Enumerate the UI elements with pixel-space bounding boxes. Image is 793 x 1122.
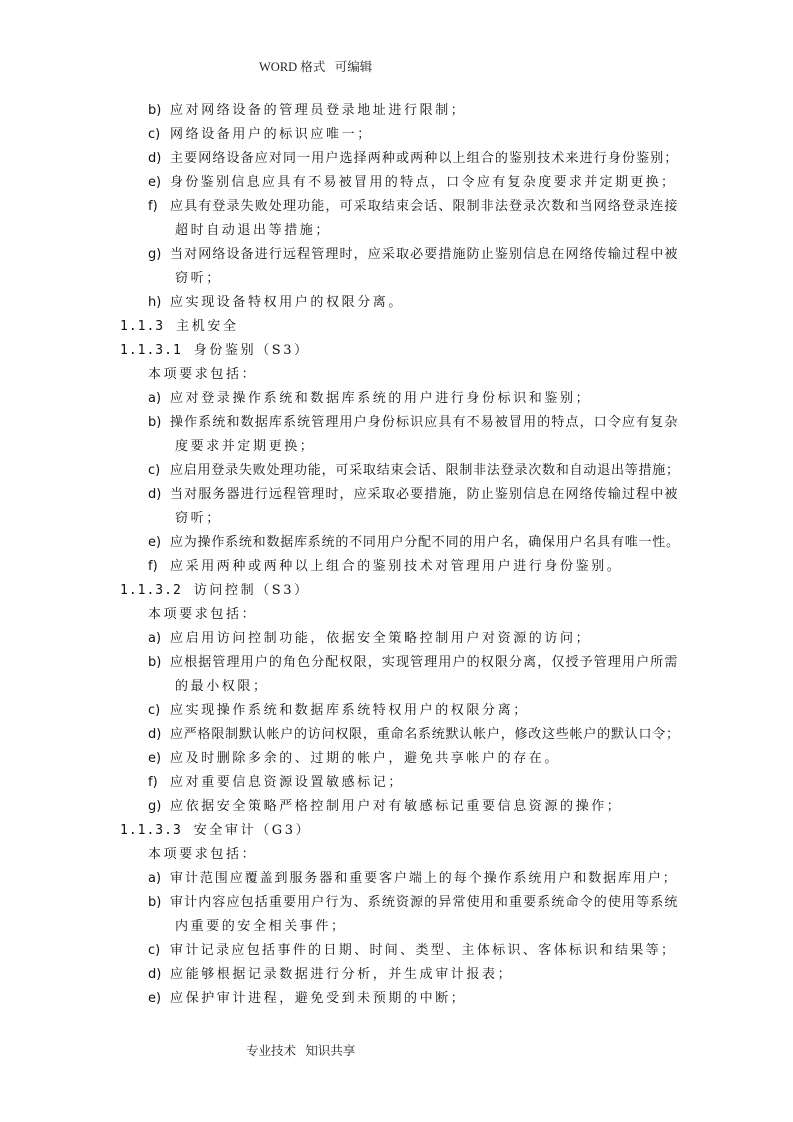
list-item [148,415,679,431]
item-text: 应根据管理用户的角色分配权限，实现管理用户的权限分离，仅授予管理用户所需 [170,655,679,670]
item-text: 当对网络设备进行远程管理时，应采取必要措施防止鉴别信息在网络传输过程中被 [170,247,679,262]
item-label: b) [148,103,162,118]
item-text: 应启用登录失败处理功能，可采取结束会话、限制非法登录次数和自动退出等措施； [170,463,680,478]
item-text: 当对服务器进行远程管理时，应采取必要措施，防止鉴别信息在网络传输过程中被 [170,487,679,502]
section-number: 1.1.3.3 [120,823,182,838]
item-text: 应对重要信息资源设置敏感标记； [170,775,405,790]
item-text: 审计记录应包括事件的日期、时间、类型、主体标识、客体标识和结果等； [170,943,677,958]
section-intro: 本项要求包括： [148,367,258,382]
item-label: c) [148,127,161,142]
list-item [148,391,591,407]
page-header: WORD 格式 可编辑 [259,60,373,74]
item-label: a) [148,391,162,406]
list-item [148,799,622,815]
item-text: 应采用两种或两种以上组合的鉴别技术对管理用户进行身份鉴别。 [170,559,623,574]
list-item-continuation: 度要求并定期更换； [175,439,316,454]
list-item [148,295,404,311]
item-label: g) [148,247,162,262]
list-item [148,559,622,575]
section-heading [120,823,311,839]
list-item [148,199,679,215]
list-item [148,487,679,503]
item-text: 应能够根据记录数据进行分析，并生成审计报表； [170,967,514,982]
item-text: 网络设备用户的标识应唯一； [170,127,373,142]
section-intro: 本项要求包括： [148,847,258,862]
list-item [148,751,560,767]
list-item [148,247,679,263]
section-number: 1.1.3.2 [120,583,182,598]
section-heading [120,583,310,599]
item-label: a) [148,871,162,886]
item-label: b) [148,415,162,430]
item-label: e) [148,175,162,190]
item-label: d) [148,727,162,742]
list-item [148,871,678,887]
item-text: 应严格限制默认帐户的访问权限，重命名系统默认帐户，修改这些帐户的默认口令； [170,727,680,742]
section-title: 访问控制（S3） [193,583,310,598]
list-item [148,895,679,911]
list-item-continuation: 内重要的安全相关事件； [175,919,347,934]
section-intro: 本项要求包括： [148,607,258,622]
item-label: f) [148,199,158,214]
item-text: 身份鉴别信息应具有不易被冒用的特点，口令应有复杂度要求并定期更换； [170,175,677,190]
list-item [148,703,529,719]
section-title: 主机安全 [176,319,239,334]
item-label: e) [148,991,162,1006]
list-item [148,103,466,119]
list-item [148,775,404,791]
item-text: 主要网络设备应对同一用户选择两种或两种以上组合的鉴别技术来进行身份鉴别； [170,151,679,166]
item-label: d) [148,151,162,166]
item-label: c) [148,703,161,718]
list-item [148,967,513,983]
item-label: h) [148,295,162,310]
item-label: c) [148,943,161,958]
item-label: c) [148,463,161,478]
item-text: 审计内容应包括重要用户行为、系统资源的异常使用和重要系统命令的使用等系统 [170,895,679,910]
item-text: 应为操作系统和数据库系统的不同用户分配不同的用户名，确保用户名具有唯一性。 [170,535,680,550]
list-item [148,175,676,191]
item-label: g) [148,799,162,814]
item-text: 应实现设备特权用户的权限分离。 [170,295,405,310]
list-item-continuation: 窃听； [175,271,222,286]
item-label: e) [148,751,162,766]
list-item-continuation: 窃听； [175,511,222,526]
list-item [148,127,373,143]
item-label: d) [148,487,162,502]
item-label: b) [148,655,162,670]
list-item [148,151,679,167]
item-label: d) [148,967,162,982]
section-title: 身份鉴别（S3） [193,343,310,358]
item-text: 操作系统和数据库系统管理用户身份标识应具有不易被冒用的特点，口令应有复杂 [170,415,679,430]
list-item [148,727,680,743]
item-text: 应对登录操作系统和数据库系统的用户进行身份标识和鉴别； [170,391,592,406]
page-footer: 专业技术 知识共享 [246,1044,356,1058]
list-item [148,655,679,671]
section-title: 安全审计（G3） [193,823,312,838]
section-number: 1.1.3.1 [120,343,182,358]
item-text: 应具有登录失败处理功能，可采取结束会话、限制非法登录次数和当网络登录连接 [170,199,679,214]
item-label: b) [148,895,162,910]
item-text: 应保护审计进程，避免受到未预期的中断； [170,991,467,1006]
list-item-continuation: 超时自动退出等措施； [175,223,332,238]
list-item [148,463,680,479]
section-heading [120,343,310,359]
list-item [148,631,591,647]
section-heading [120,319,239,335]
item-text: 应启用访问控制功能，依据安全策略控制用户对资源的访问； [170,631,592,646]
item-label: e) [148,535,162,550]
list-item [148,535,680,551]
item-text: 应及时删除多余的、过期的帐户，避免共享帐户的存在。 [170,751,561,766]
item-text: 应实现操作系统和数据库系统特权用户的权限分离； [170,703,529,718]
list-item [148,991,466,1007]
list-item-continuation: 的最小权限； [175,679,269,694]
item-label: a) [148,631,162,646]
item-text: 应依据安全策略严格控制用户对有敏感标记重要信息资源的操作； [170,799,623,814]
section-number: 1.1.3 [120,319,165,334]
list-item [148,943,676,959]
item-text: 应对网络设备的管理员登录地址进行限制； [170,103,467,118]
item-text: 审计范围应覆盖到服务器和重要客户端上的每个操作系统用户和数据库用户； [170,871,678,886]
item-label: f) [148,559,158,574]
item-label: f) [148,775,158,790]
